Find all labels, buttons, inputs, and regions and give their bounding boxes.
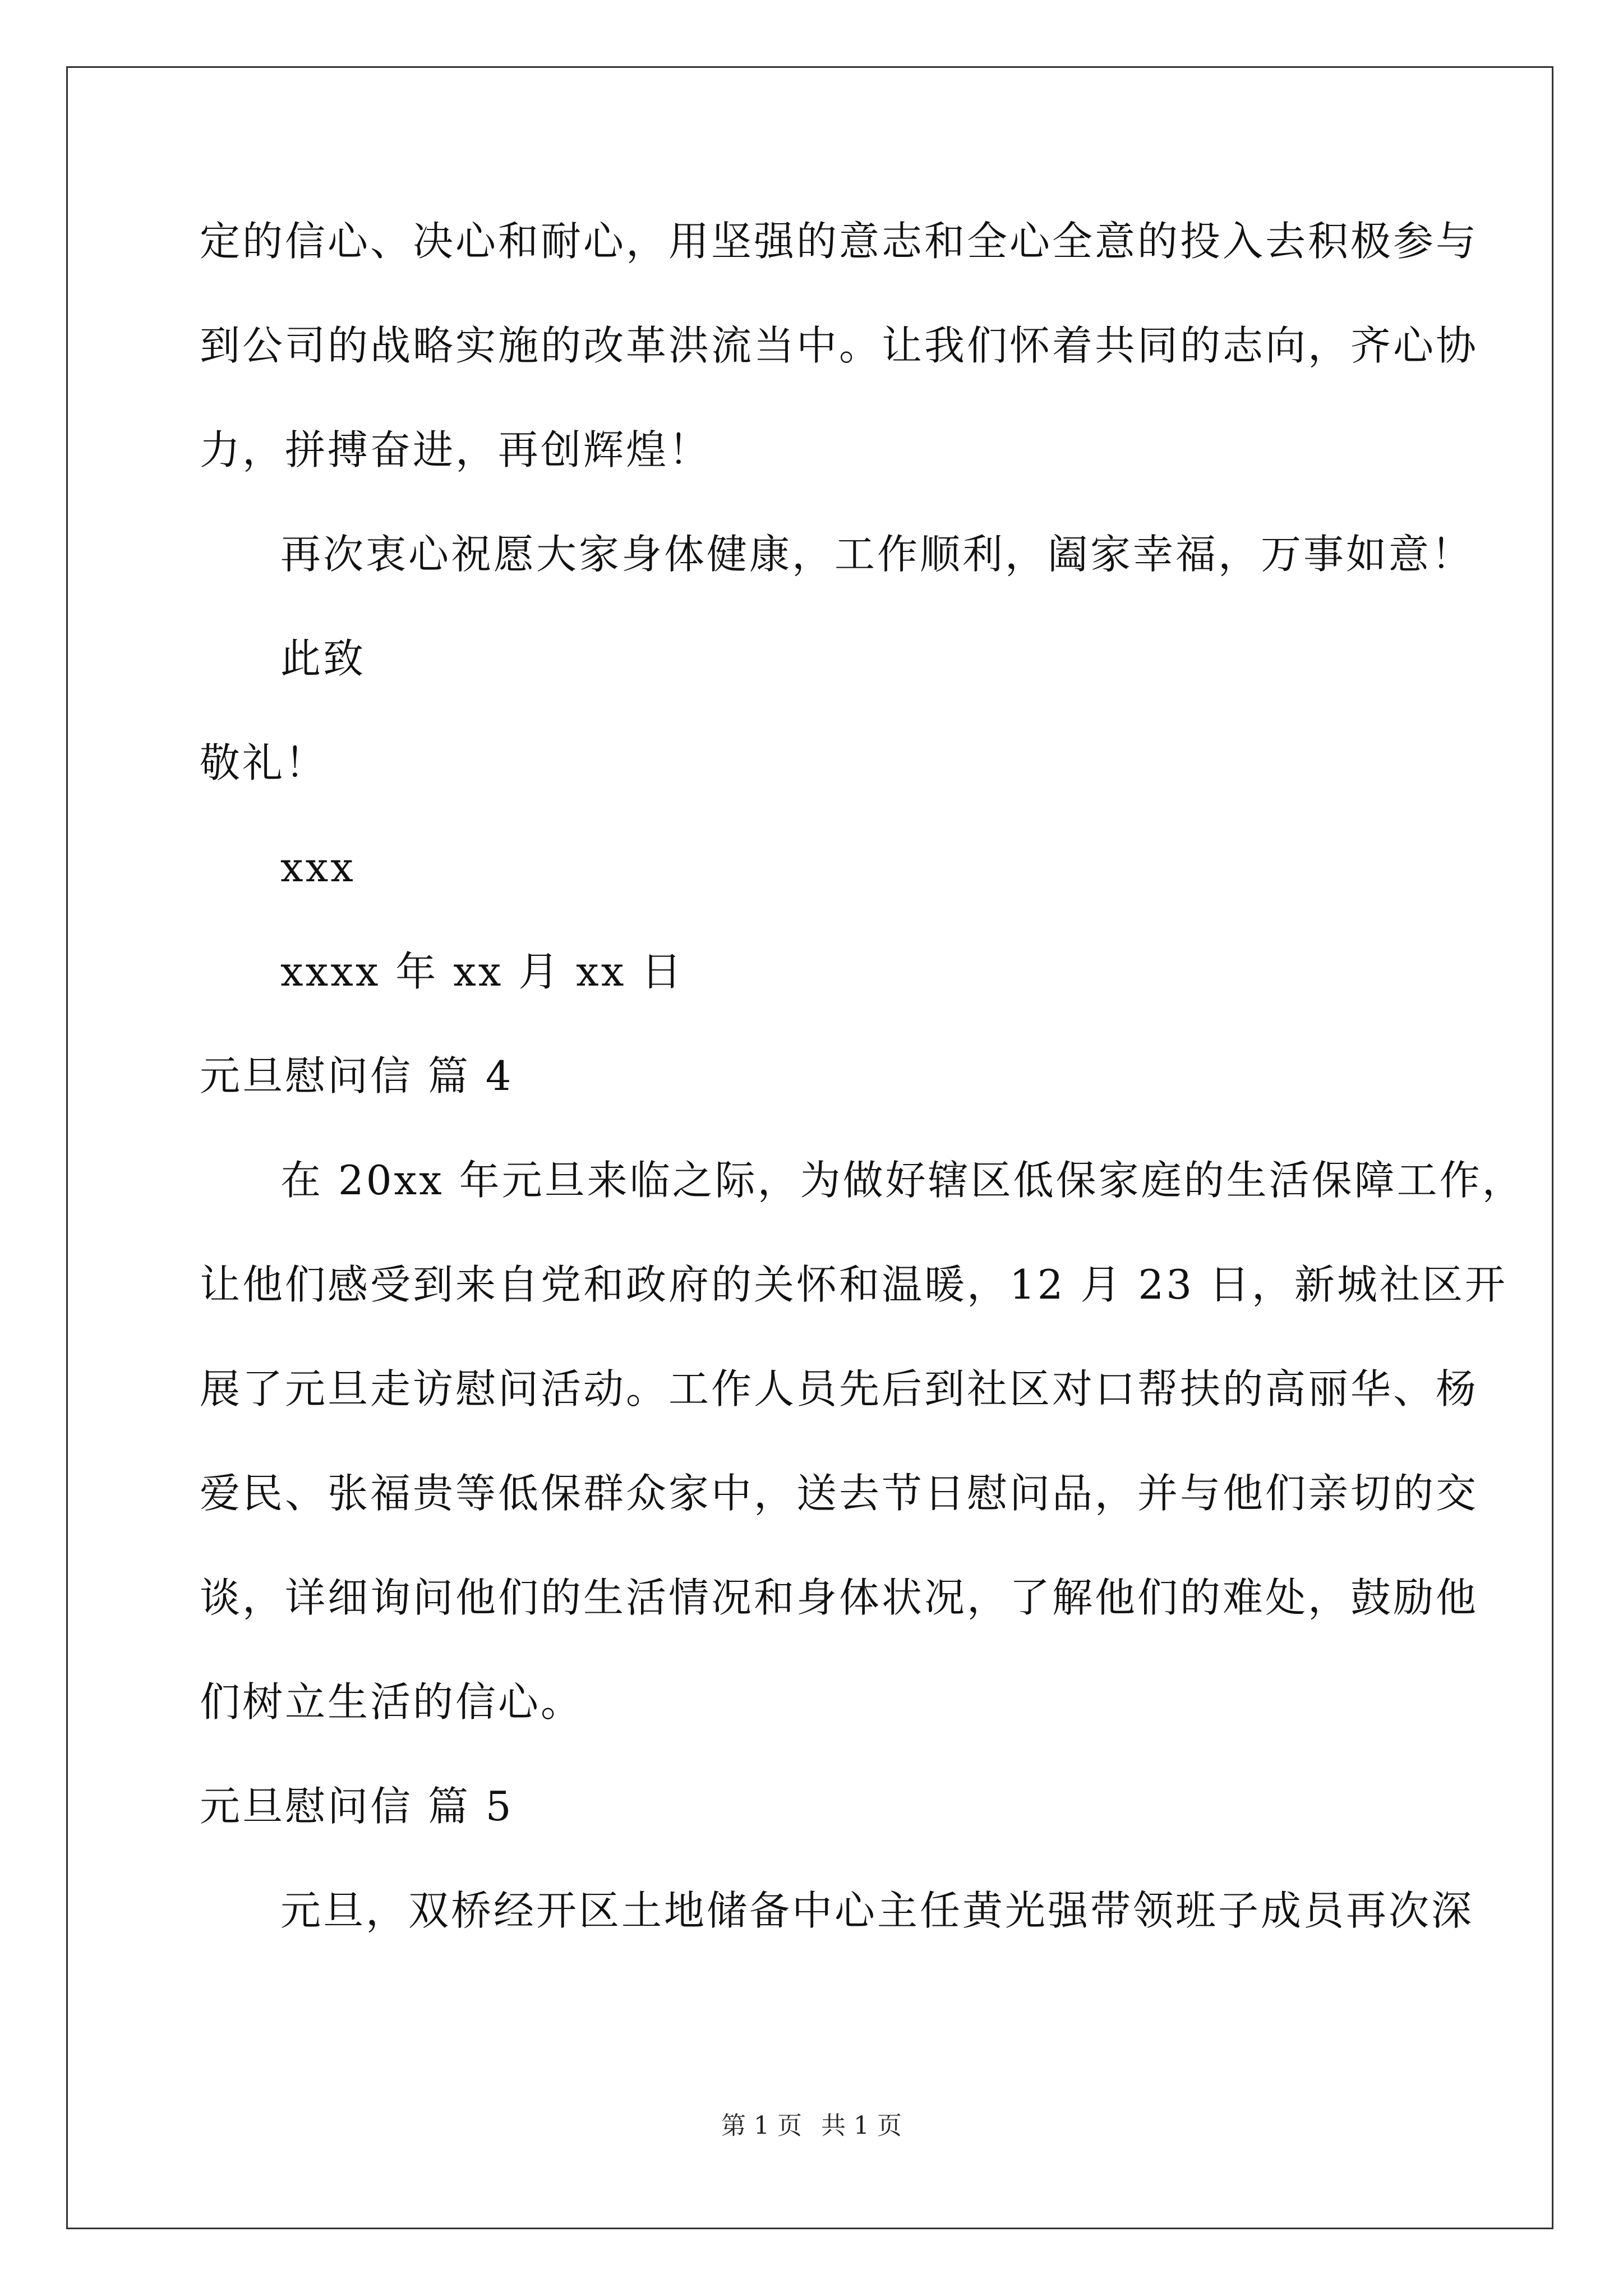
paragraph-line: 让他们感受到来自党和政府的关怀和温暖，12 月 23 日，新城社区开 xyxy=(200,1261,1507,1308)
section-heading: 元旦慰问信 篇 4 xyxy=(200,1052,514,1099)
signature-date: xxxx 年 xx 月 xx 日 xyxy=(280,948,684,995)
paragraph-line: 们树立生活的信心。 xyxy=(200,1678,584,1726)
paragraph-line: 元旦，双桥经开区土地储备中心主任黄光强带领班子成员再次深 xyxy=(280,1887,1474,1934)
paragraph-line: 力，拼搏奋进，再创辉煌！ xyxy=(200,426,712,473)
paragraph-line: 谈，详细询问他们的生活情况和身体状况，了解他们的难处，鼓励他 xyxy=(200,1574,1479,1621)
page-total: 共 1 页 xyxy=(821,2111,902,2140)
closing-salutation: 此致 xyxy=(280,635,366,682)
paragraph-line: 展了元旦走访慰问活动。工作人员先后到社区对口帮扶的高丽华、杨 xyxy=(200,1365,1479,1412)
signature-name: xxx xyxy=(280,844,356,891)
page-footer xyxy=(0,2109,1623,2143)
paragraph-line: 定的信心、决心和耐心，用坚强的意志和全心全意的投入去积极参与 xyxy=(200,218,1479,265)
closing-regards: 敬礼！ xyxy=(200,739,328,786)
section-heading: 元旦慰问信 篇 5 xyxy=(200,1783,514,1830)
page-number: 第 1 页 xyxy=(721,2111,802,2140)
paragraph-line: 再次衷心祝愿大家身体健康，工作顺利，阖家幸福，万事如意！ xyxy=(280,531,1474,578)
paragraph-line: 爱民、张福贵等低保群众家中，送去节日慰问品，并与他们亲切的交 xyxy=(200,1470,1479,1517)
paragraph-line: 到公司的战略实施的改革洪流当中。让我们怀着共同的志向，齐心协 xyxy=(200,322,1479,369)
paragraph-line: 在 20xx 年元旦来临之际，为做好辖区低保家庭的生活保障工作， xyxy=(280,1157,1525,1204)
